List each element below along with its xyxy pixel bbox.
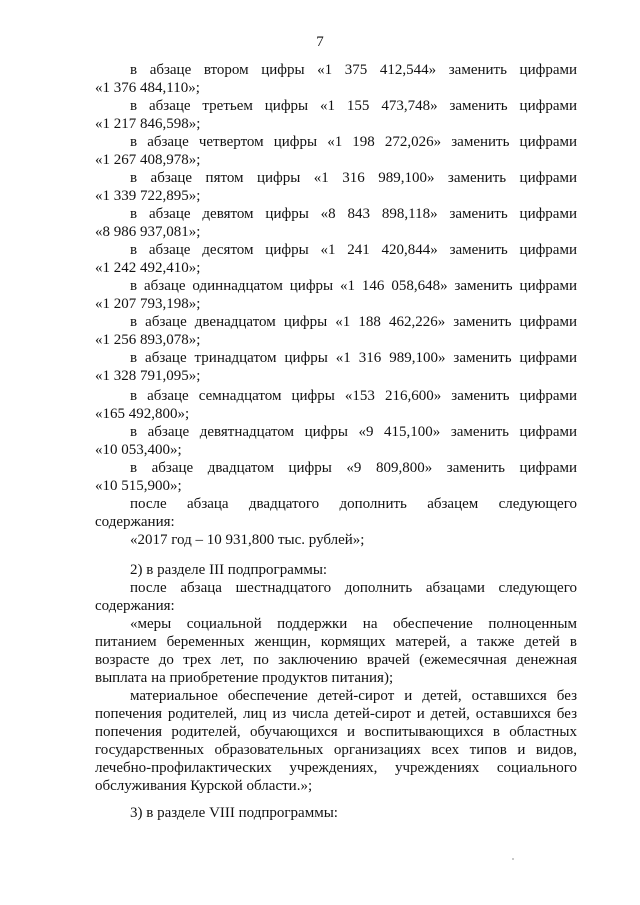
text-line: материальное обеспечение детей-сирот и детей, оставшихся без: [130, 688, 577, 704]
text-line: в абзаце десятом цифры «1 241 420,844» заменить цифрами: [130, 242, 577, 258]
text-line: «1 376 484,110»;: [95, 80, 200, 96]
scan-speck: [512, 858, 514, 860]
text-line: «1 339 722,895»;: [95, 188, 201, 204]
section-heading: 2) в разделе III подпрограммы:: [130, 562, 328, 578]
text-line: содержания:: [95, 514, 175, 530]
text-line: попечения родителей, лиц из числа детей-сирот и детей, оставшихся без: [95, 706, 577, 722]
amendment-block-3: [95, 561, 577, 795]
text-line: в абзаце третьем цифры «1 155 473,748» заменить цифрами: [130, 98, 577, 114]
section-heading: 3) в разделе VIII подпрограммы:: [130, 805, 338, 821]
text-line: питанием беременных женщин, кормящих матерей, а также детей в: [95, 634, 577, 650]
text-line: «8 986 937,081»;: [95, 224, 201, 240]
text-line: государственных образовательных организациях всех типов и видов,: [95, 742, 577, 758]
text-line: после абзаца двадцатого дополнить абзацем следующего: [130, 496, 577, 512]
page-number: 7: [316, 34, 324, 50]
text-line: в абзаце девятом цифры «8 843 898,118» заменить цифрами: [130, 206, 577, 222]
text-line: «10 515,900»;: [95, 478, 182, 494]
text-line: «10 053,400»;: [95, 442, 182, 458]
text-line: в абзаце одиннадцатом цифры «1 146 058,648» заменить цифрами: [130, 278, 577, 294]
text-line: «1 207 793,198»;: [95, 296, 201, 312]
text-line: в абзаце двенадцатом цифры «1 188 462,226» заменить цифрами: [130, 314, 577, 330]
amendment-block-4: [95, 804, 577, 822]
text-line: выплата на приобретение продуктов питания);: [95, 670, 394, 686]
text-line: «1 256 893,078»;: [95, 332, 201, 348]
text-line: после абзаца шестнадцатого дополнить абзацами следующего: [130, 580, 577, 596]
text-line: «меры социальной поддержки на обеспечение полноценным: [130, 616, 577, 632]
text-line: в абзаце семнадцатом цифры «153 216,600» заменить цифрами: [130, 388, 577, 404]
text-line: попечения родителей, обучающихся и воспитывающихся в областных: [95, 724, 577, 740]
text-line: «1 267 408,978»;: [95, 152, 201, 168]
amendment-block-2: [95, 387, 577, 549]
text-line: в абзаце девятнадцатом цифры «9 415,100» заменить цифрами: [130, 424, 577, 440]
text-line: возрасте до трех лет, по заключению врачей (ежемесячная денежная: [95, 652, 577, 668]
amendment-block-1: [95, 61, 577, 385]
text-line: «165 492,800»;: [95, 406, 190, 422]
text-line: «1 242 492,410»;: [95, 260, 201, 276]
text-line: содержания:: [95, 598, 175, 614]
text-line: «2017 год – 10 931,800 тыс. рублей»;: [130, 532, 365, 548]
text-line: в абзаце тринадцатом цифры «1 316 989,100» заменить цифрами: [130, 350, 577, 366]
text-line: в абзаце втором цифры «1 375 412,544» заменить цифрами: [130, 62, 577, 78]
text-line: лечебно-профилактических учреждениях, учреждениях социального: [95, 760, 577, 776]
text-line: «1 328 791,095»;: [95, 368, 201, 384]
text-line: обслуживания Курской области.»;: [95, 778, 313, 794]
text-line: «1 217 846,598»;: [95, 116, 201, 132]
text-line: в абзаце двадцатом цифры «9 809,800» заменить цифрами: [130, 460, 577, 476]
text-line: в абзаце пятом цифры «1 316 989,100» заменить цифрами: [130, 170, 577, 186]
text-line: в абзаце четвертом цифры «1 198 272,026» заменить цифрами: [130, 134, 577, 150]
